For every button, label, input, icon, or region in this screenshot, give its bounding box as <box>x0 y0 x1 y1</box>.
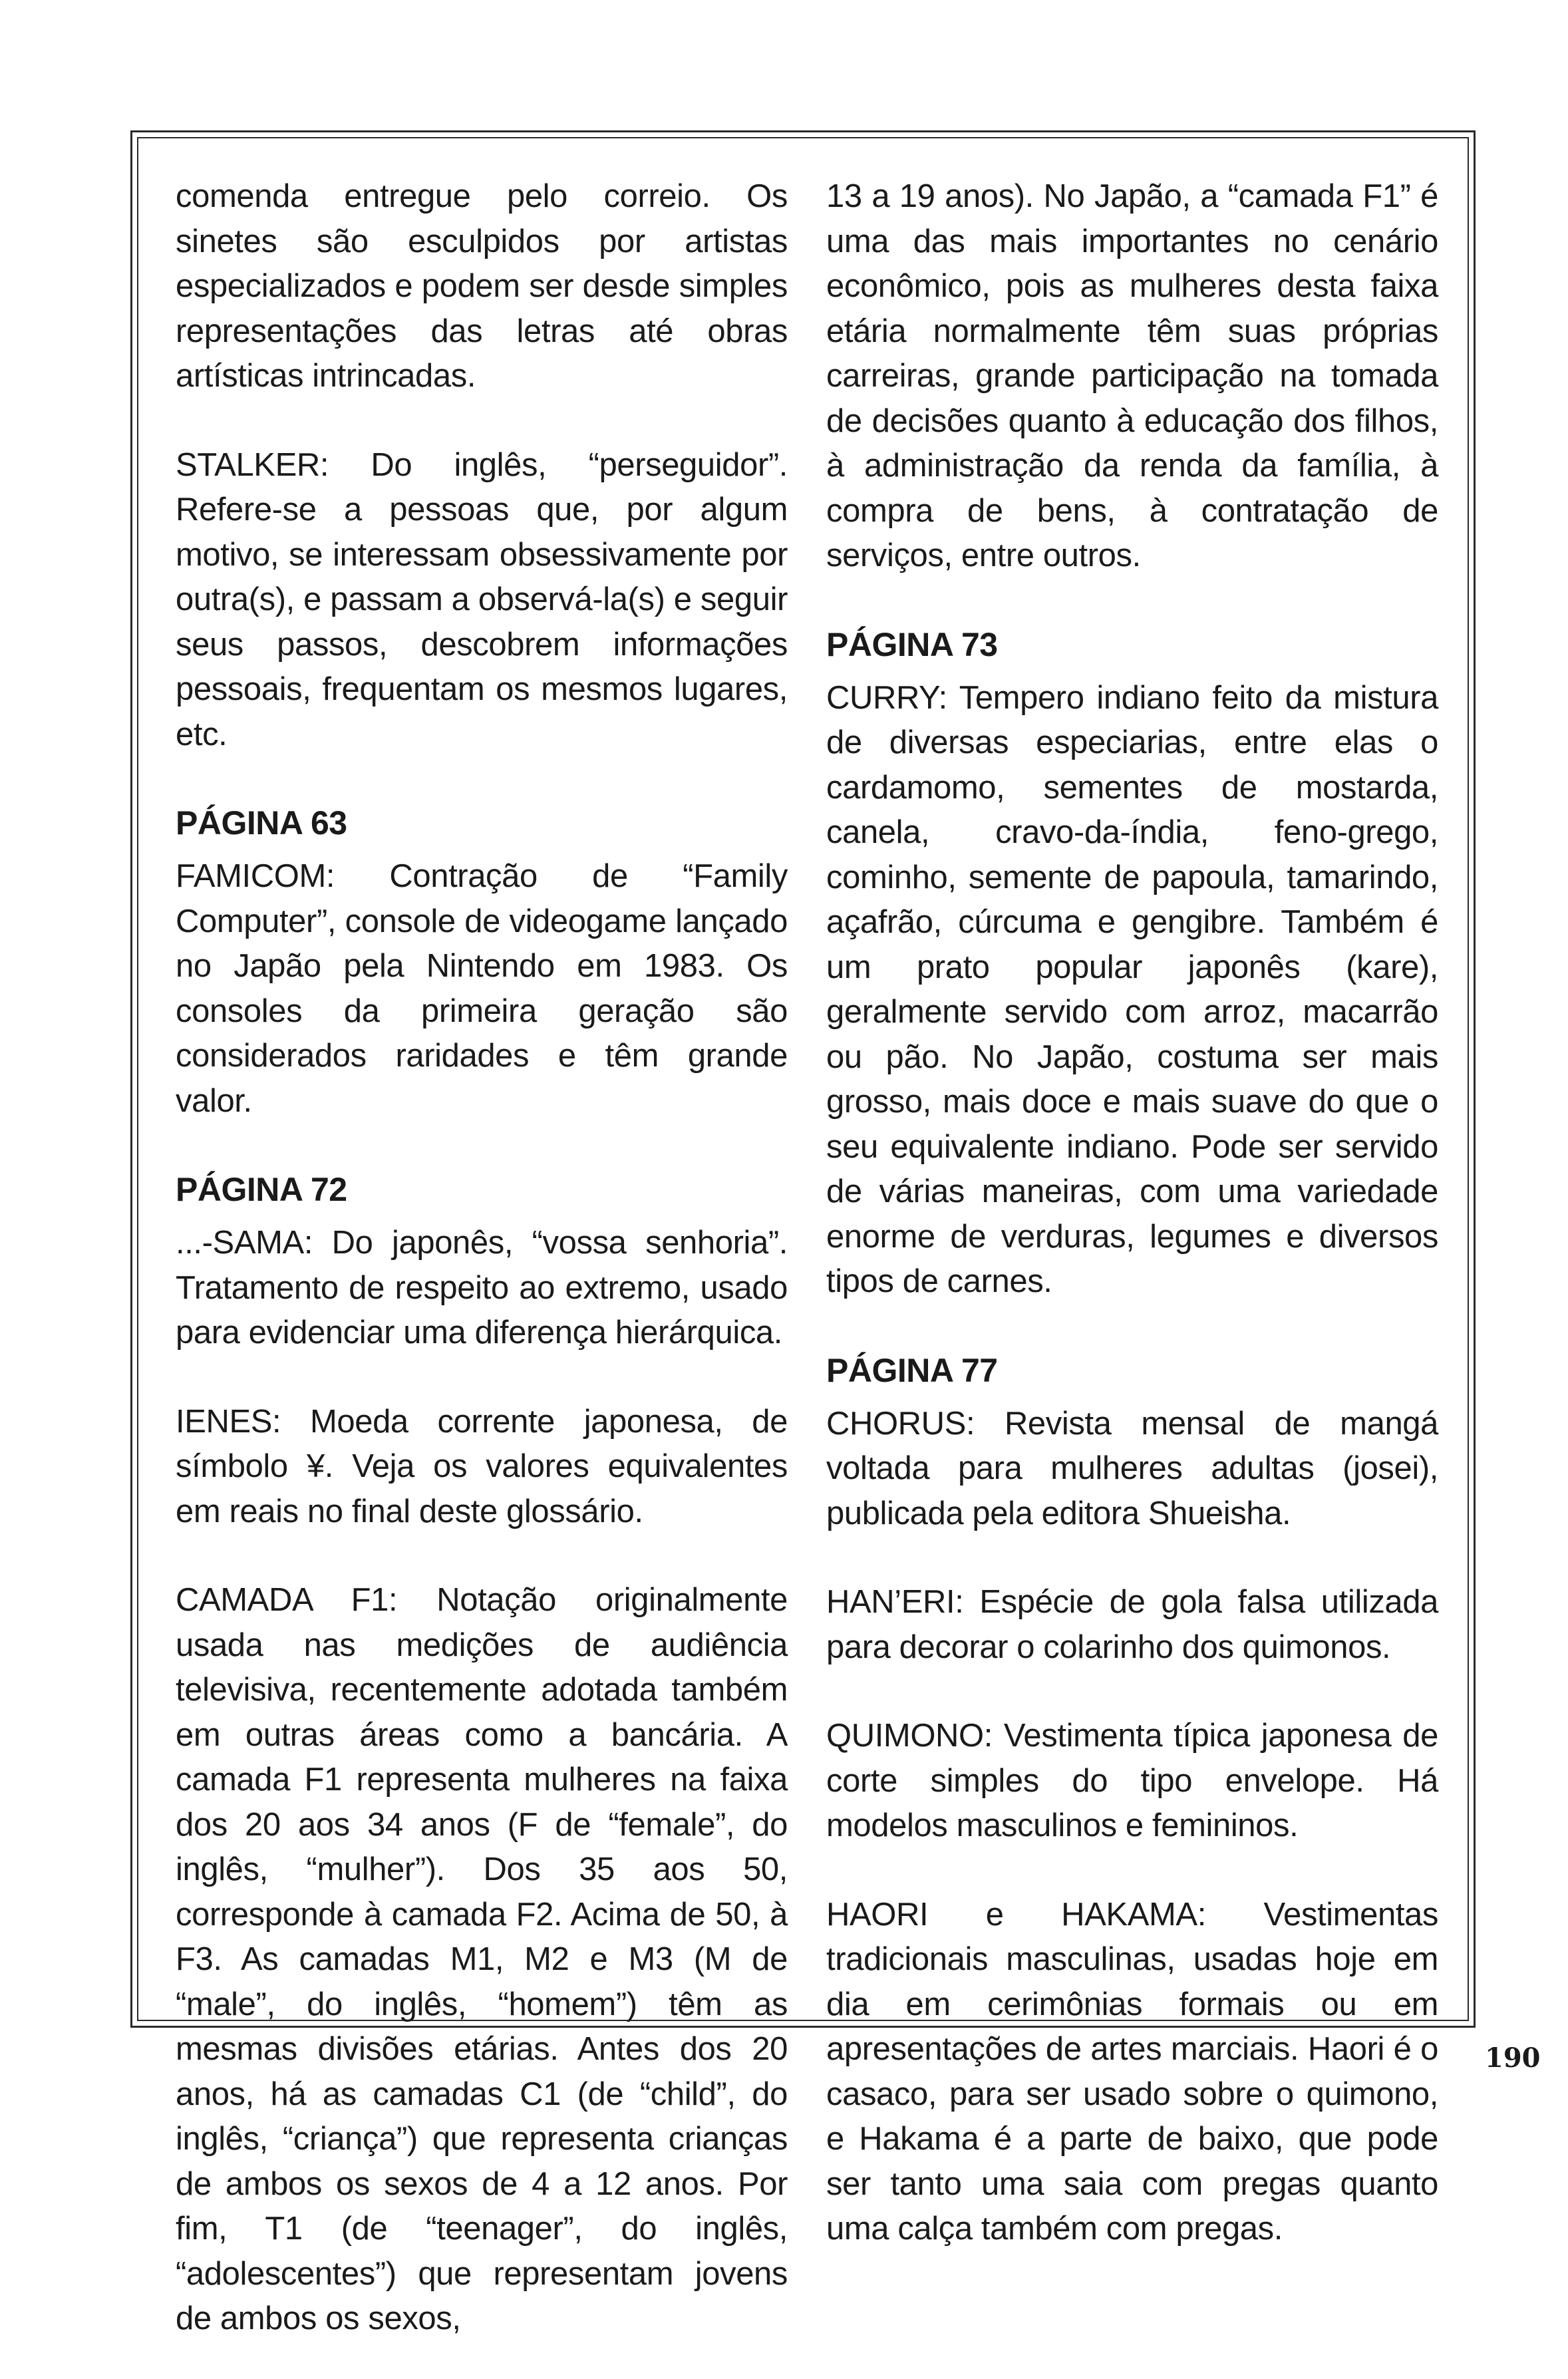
glossary-entry-chorus: CHORUS: Revista mensal de mangá voltada para mulheres adultas (josei), publicada pela editora Shueisha. <box>826 1405 1438 1531</box>
glossary-entry-ienes: IENES: Moeda corrente japonesa, de símbolo ¥. Veja os valores equivalentes em reais no final deste glossário. <box>176 1403 788 1529</box>
glossary-entry-camada-f1-continued: 13 a 19 anos). No Japão, a “camada F1” é uma das mais importantes no cenário econômico, pois as mulheres desta faixa etária normalmente têm suas próprias carreiras, grande participação na tomada de decisões quanto à educação dos filhos, à administração da renda da família, à compra de bens, à contratação de serviços, entre outros. <box>826 178 1438 573</box>
glossary-entry-intro: comenda entregue pelo correio. Os sinetes são esculpidos por artistas especializados e podem ser desde simples representações das letras até obras artísticas intrincadas. <box>176 178 788 394</box>
page-number: 190 <box>1485 2042 1541 2074</box>
left-column <box>176 174 788 2379</box>
glossary-entry-quimono: QUIMONO: Vestimenta típica japonesa de corte simples do tipo envelope. Há modelos masculinos e femininos. <box>826 1718 1438 1843</box>
glossary-entry-curry: CURRY: Tempero indiano feito da mistura de diversas especiarias, entre elas o cardamomo, sementes de mostarda, canela, cravo-da-índia, feno-grego, cominho, semente de papoula, tamarindo, açafrão, cúrcuma e gengibre. Também é um prato popular japonês (kare), geralmente servido com arroz, macarrão ou pão. No Japão, costuma ser mais grosso, mais doce e mais suave do que o seu equivalente indiano. Pode ser servido de várias maneiras, com uma variedade enorme de verduras, legumes e diversos tipos de carnes. <box>826 679 1438 1299</box>
glossary-entry-famicom: FAMICOM: Contração de “Family Computer”, console de videogame lançado no Japão pela Nintendo em 1983. Os consoles da primeira geração são considerados raridades e têm grande valor. <box>176 858 788 1119</box>
right-column <box>826 174 1438 2289</box>
section-heading-page-72: PÁGINA 72 <box>176 1171 347 1208</box>
section-heading-page-77: PÁGINA 77 <box>826 1351 998 1389</box>
glossary-entry-camada-f1: CAMADA F1: Notação originalmente usada nas medições de audiência televisiva, recentemente adotada também em outras áreas como a bancária. A camada F1 representa mulheres na faixa dos 20 aos 34 anos (F de “female”, do inglês, “mulher”). Dos 35 aos 50, corresponde à camada F2. Acima de 50, à F3. As camadas M1, M2 e M3 (M de “male”, do inglês, “homem”) têm as mesmas divisões etárias. Antes dos 20 anos, há as camadas C1 (de “child”, do inglês, “criança”) que representa crianças de ambos os sexos de 4 a 12 anos. Por fim, T1 (de “teenager”, do inglês, “adolescentes”) que representam jovens de ambos os sexos, <box>176 1582 788 2336</box>
glossary-entry-stalker: STALKER: Do inglês, “perseguidor”. Refere-se a pessoas que, por algum motivo, se interessam obsessivamente por outra(s), e passam a observá-la(s) e seguir seus passos, descobrem informações pessoais, frequentam os mesmos lugares, etc. <box>176 446 788 752</box>
section-heading-page-63: PÁGINA 63 <box>176 804 347 842</box>
glossary-entry-sama: ...-SAMA: Do japonês, “vossa senhoria”. Tratamento de respeito ao extremo, usado para evidenciar uma diferença hierárquica. <box>176 1225 788 1350</box>
glossary-entry-haori-hakama: HAORI e HAKAMA: Vestimentas tradicionais masculinas, usadas hoje em dia em cerimônias formais ou em apresentações de artes marciais. Haori é o casaco, para ser usado sobre o quimono, e Hakama é a parte de baixo, que pode ser tanto uma saia com pregas quanto uma calça também com pregas. <box>826 1896 1438 2247</box>
section-heading-page-73: PÁGINA 73 <box>826 625 998 663</box>
glossary-entry-haneri: HAN’ERI: Espécie de gola falsa utilizada para decorar o colarinho dos quimonos. <box>826 1584 1438 1665</box>
